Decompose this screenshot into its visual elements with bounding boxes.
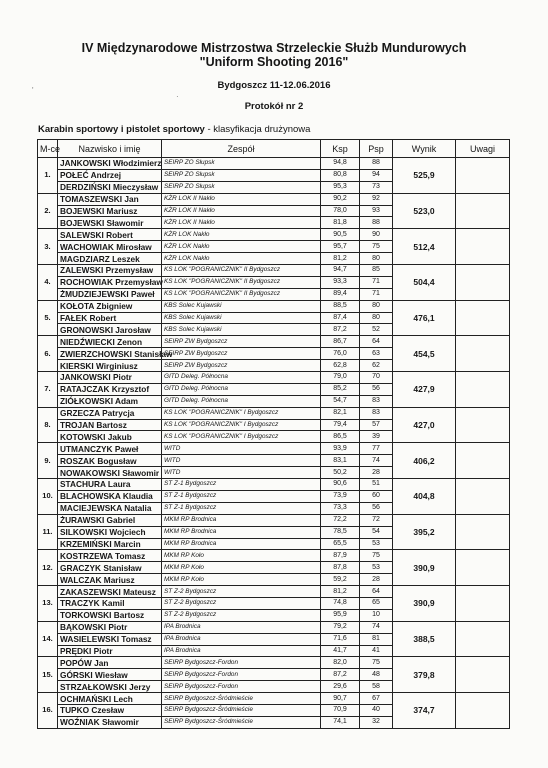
psp-score: 80 — [360, 312, 393, 324]
psp-score: 88 — [360, 158, 393, 170]
ksp-score: 93,3 — [321, 276, 360, 288]
team-name: MKM RP Brodnica — [162, 514, 321, 526]
team-name: KBS Solec Kujawski — [162, 312, 321, 324]
competitor-name: TRACZYK Kamil — [58, 597, 162, 609]
team-place: 16. — [38, 693, 58, 729]
event-title: IV Międzynarodowe Mistrzostwa Strzeleckie Służb Mundurowych — [81, 41, 467, 55]
competitor-name: WACHOWIAK Mirosław — [58, 241, 162, 253]
team-name: KŻR LOK II Nakło — [162, 205, 321, 217]
competitor-name: WASIELEWSKI Tomasz — [58, 633, 162, 645]
team-name: ST Z-2 Bydgoszcz — [162, 586, 321, 598]
results-table — [37, 139, 510, 729]
psp-score: 28 — [360, 467, 393, 479]
psp-score: 32 — [360, 716, 393, 728]
team-name: KBS Solec Kujawski — [162, 324, 321, 336]
table-row — [38, 479, 510, 491]
table-row — [38, 693, 510, 705]
remarks-cell — [456, 193, 510, 229]
team-name: SEIRP Bydgoszcz-Fordon — [162, 669, 321, 681]
ksp-score: 76,0 — [321, 348, 360, 360]
team-name: MKM RP Brodnica — [162, 526, 321, 538]
ksp-score: 81,2 — [321, 253, 360, 265]
psp-score: 41 — [360, 645, 393, 657]
team-result: 388,5 — [393, 621, 456, 657]
team-result: 390,9 — [393, 586, 456, 622]
team-result: 476,1 — [393, 300, 456, 336]
team-name: SEIRP ZO Słupsk — [162, 158, 321, 170]
psp-score: 80 — [360, 300, 393, 312]
ksp-score: 81,8 — [321, 217, 360, 229]
competitor-name: GRZECZA Patrycja — [58, 407, 162, 419]
psp-score: 81 — [360, 633, 393, 645]
category-rest: - klasyfikacja drużynowa — [204, 124, 311, 135]
table-row — [38, 407, 510, 419]
ksp-score: 79,2 — [321, 621, 360, 633]
competitor-name: TUPKO Czesław — [58, 704, 162, 716]
header-row — [38, 140, 510, 158]
ksp-score: 79,0 — [321, 372, 360, 384]
ksp-score: 87,4 — [321, 312, 360, 324]
col-wynik-header: Wynik — [393, 140, 456, 158]
ksp-score: 87,9 — [321, 550, 360, 562]
remarks-cell — [456, 372, 510, 408]
col-psp-header: Psp — [360, 140, 393, 158]
competitor-name: STACHURA Laura — [58, 479, 162, 491]
competitor-name: MAGDZIARZ Leszek — [58, 253, 162, 265]
protocol-number: Protokół nr 2 — [244, 101, 304, 112]
competitor-name: NIEDŹWIECKI Zenon — [58, 336, 162, 348]
psp-score: 88 — [360, 217, 393, 229]
col-place-header: M-ce — [38, 140, 58, 158]
psp-score: 10 — [360, 609, 393, 621]
psp-score: 94 — [360, 169, 393, 181]
psp-score: 58 — [360, 681, 393, 693]
ksp-score: 90,7 — [321, 693, 360, 705]
team-name: KŻR LOK Nakło — [162, 253, 321, 265]
team-result: 374,7 — [393, 693, 456, 729]
team-name: SEIRP Bydgoszcz-Fordon — [162, 657, 321, 669]
team-place: 11. — [38, 514, 58, 550]
team-name: SEIRP Bydgoszcz-Śródmieście — [162, 716, 321, 728]
team-result: 512,4 — [393, 229, 456, 265]
competitor-name: PRĘDKI Piotr — [58, 645, 162, 657]
ksp-score: 87,2 — [321, 669, 360, 681]
remarks-cell — [456, 550, 510, 586]
psp-score: 60 — [360, 490, 393, 502]
ksp-score: 86,7 — [321, 336, 360, 348]
team-name: KS LOK "POGRANICZNIK" II Bydgoszcz — [162, 288, 321, 300]
team-name: SEIRP Bydgoszcz-Śródmieście — [162, 693, 321, 705]
team-result: 454,5 — [393, 336, 456, 372]
ksp-score: 79,4 — [321, 419, 360, 431]
ksp-score: 78,0 — [321, 205, 360, 217]
team-name: KS LOK "POGRANICZNIK" I Bydgoszcz — [162, 431, 321, 443]
psp-score: 77 — [360, 443, 393, 455]
psp-score: 93 — [360, 205, 393, 217]
team-name: WITD — [162, 443, 321, 455]
ksp-score: 65,5 — [321, 538, 360, 550]
ksp-score: 59,2 — [321, 574, 360, 586]
team-name: SEIRP ZO Słupsk — [162, 169, 321, 181]
ksp-score: 70,9 — [321, 704, 360, 716]
competitor-name: ZALEWSKI Przemysław — [58, 265, 162, 277]
remarks-cell — [456, 300, 510, 336]
ksp-score: 86,5 — [321, 431, 360, 443]
col-uwagi-header: Uwagi — [456, 140, 510, 158]
ksp-score: 41,7 — [321, 645, 360, 657]
remarks-cell — [456, 514, 510, 550]
ksp-score: 74,1 — [321, 716, 360, 728]
competitor-name: KIERSKI Wirginiusz — [58, 360, 162, 372]
team-result: 427,9 — [393, 372, 456, 408]
scan-speck: · — [176, 92, 179, 101]
team-place: 15. — [38, 657, 58, 693]
competitor-name: NOWAKOWSKI Sławomir — [58, 467, 162, 479]
psp-score: 83 — [360, 407, 393, 419]
table-row — [38, 514, 510, 526]
remarks-cell — [456, 479, 510, 515]
psp-score: 74 — [360, 455, 393, 467]
team-place: 2. — [38, 193, 58, 229]
psp-score: 52 — [360, 324, 393, 336]
team-place: 5. — [38, 300, 58, 336]
competitor-name: SALEWSKI Robert — [58, 229, 162, 241]
competitor-name: ROSZAK Bogusław — [58, 455, 162, 467]
competitor-name: GRONOWSKI Jarosław — [58, 324, 162, 336]
team-name: KŻR LOK Nakło — [162, 241, 321, 253]
scan-speck: ' — [32, 86, 34, 95]
table-row — [38, 443, 510, 455]
team-place: 6. — [38, 336, 58, 372]
team-result: 379,8 — [393, 657, 456, 693]
competitor-name: ŻURAWSKI Gabriel — [58, 514, 162, 526]
psp-score: 67 — [360, 693, 393, 705]
psp-score: 48 — [360, 669, 393, 681]
table-row — [38, 586, 510, 598]
col-name-header: Nazwisko i imię — [58, 140, 162, 158]
team-name: WITD — [162, 455, 321, 467]
team-name: SEIRP ZO Słupsk — [162, 181, 321, 193]
psp-score: 90 — [360, 229, 393, 241]
event-subtitle: "Uniform Shooting 2016" — [199, 55, 349, 69]
ksp-score: 90,6 — [321, 479, 360, 491]
table-row — [38, 265, 510, 277]
team-place: 1. — [38, 158, 58, 194]
ksp-score: 93,9 — [321, 443, 360, 455]
ksp-score: 95,3 — [321, 181, 360, 193]
competitor-name: SILKOWSKI Wojciech — [58, 526, 162, 538]
psp-score: 80 — [360, 253, 393, 265]
remarks-cell — [456, 229, 510, 265]
team-name: KS LOK "POGRANICZNIK" II Bydgoszcz — [162, 276, 321, 288]
competitor-name: MACIEJEWSKA Natalia — [58, 502, 162, 514]
team-place: 9. — [38, 443, 58, 479]
team-name: GITD Deleg. Północna — [162, 372, 321, 384]
team-place: 3. — [38, 229, 58, 265]
competitor-name: GRACZYK Stanisław — [58, 562, 162, 574]
remarks-cell — [456, 443, 510, 479]
competitor-name: ZAKASZEWSKI Mateusz — [58, 586, 162, 598]
table-row — [38, 158, 510, 170]
psp-score: 85 — [360, 265, 393, 277]
ksp-score: 73,9 — [321, 490, 360, 502]
team-name: MKM RP Koło — [162, 562, 321, 574]
ksp-score: 89,4 — [321, 288, 360, 300]
competitor-name: FAŁEK Robert — [58, 312, 162, 324]
psp-score: 70 — [360, 372, 393, 384]
competitor-name: STRZAŁKOWSKI Jerzy — [58, 681, 162, 693]
competitor-name: OCHMAŃSKI Lech — [58, 693, 162, 705]
team-result: 395,2 — [393, 514, 456, 550]
team-name: ST Z-2 Bydgoszcz — [162, 597, 321, 609]
place-date: Bydgoszcz 11-12.06.2016 — [217, 80, 331, 91]
team-name: SEIRP ZW Bydgoszcz — [162, 348, 321, 360]
ksp-score: 81,2 — [321, 586, 360, 598]
team-name: KŻR LOK II Nakło — [162, 193, 321, 205]
competitor-name: BĄKOWSKI Piotr — [58, 621, 162, 633]
team-name: GITD Deleg. Północna — [162, 395, 321, 407]
competitor-name: WOŹNIAK Sławomir — [58, 716, 162, 728]
team-name: ST Z-2 Bydgoszcz — [162, 609, 321, 621]
psp-score: 53 — [360, 562, 393, 574]
ksp-score: 83,1 — [321, 455, 360, 467]
competitor-name: TORKOWSKI Bartosz — [58, 609, 162, 621]
ksp-score: 54,7 — [321, 395, 360, 407]
competitor-name: KOSTRZEWA Tomasz — [58, 550, 162, 562]
competitor-name: ROCHOWIAK Przemysław — [58, 276, 162, 288]
team-name: ST Z-1 Bydgoszcz — [162, 502, 321, 514]
competitor-name: JANKOWSKI Piotr — [58, 372, 162, 384]
table-row — [38, 372, 510, 384]
competitor-name: ŻMUDZIEJEWSKI Paweł — [58, 288, 162, 300]
team-place: 13. — [38, 586, 58, 622]
competitor-name: DERDZIŃSKI Mieczysław — [58, 181, 162, 193]
team-place: 7. — [38, 372, 58, 408]
competitor-name: JANKOWSKI Włodzimierz — [58, 158, 162, 170]
team-place: 8. — [38, 407, 58, 443]
competitor-name: BLACHOWSKA Klaudia — [58, 490, 162, 502]
team-name: KŻR LOK II Nakło — [162, 217, 321, 229]
team-name: ST Z-1 Bydgoszcz — [162, 479, 321, 491]
ksp-score: 82,1 — [321, 407, 360, 419]
results-body — [38, 158, 510, 729]
table-row — [38, 550, 510, 562]
ksp-score: 90,5 — [321, 229, 360, 241]
psp-score: 63 — [360, 348, 393, 360]
psp-score: 54 — [360, 526, 393, 538]
team-name: IPA Brodnica — [162, 621, 321, 633]
table-row — [38, 336, 510, 348]
psp-score: 83 — [360, 395, 393, 407]
psp-score: 75 — [360, 241, 393, 253]
remarks-cell — [456, 621, 510, 657]
team-name: MKM RP Koło — [162, 550, 321, 562]
ksp-score: 74,8 — [321, 597, 360, 609]
psp-score: 39 — [360, 431, 393, 443]
ksp-score: 85,2 — [321, 383, 360, 395]
category-bold: Karabin sportowy i pistolet sportowy — [38, 124, 205, 135]
psp-score: 71 — [360, 276, 393, 288]
ksp-score: 88,5 — [321, 300, 360, 312]
team-name: MKM RP Brodnica — [162, 538, 321, 550]
competitor-name: ZWIERZCHOWSKI Stanisław — [58, 348, 162, 360]
remarks-cell — [456, 265, 510, 301]
team-name: KŻR LOK Nakło — [162, 229, 321, 241]
psp-score: 71 — [360, 288, 393, 300]
competitor-name: BOJEWSKI Sławomir — [58, 217, 162, 229]
team-name: KS LOK "POGRANICZNIK" II Bydgoszcz — [162, 265, 321, 277]
team-result: 504,4 — [393, 265, 456, 301]
competitor-name: KRZEMIŃSKI Marcin — [58, 538, 162, 550]
psp-score: 57 — [360, 419, 393, 431]
psp-score: 74 — [360, 621, 393, 633]
team-name: IPA Brodnica — [162, 645, 321, 657]
remarks-cell — [456, 586, 510, 622]
table-row — [38, 229, 510, 241]
team-result: 525,9 — [393, 158, 456, 194]
team-result: 523,0 — [393, 193, 456, 229]
psp-score: 56 — [360, 383, 393, 395]
team-name: KS LOK "POGRANICZNIK" I Bydgoszcz — [162, 419, 321, 431]
team-name: MKM RP Koło — [162, 574, 321, 586]
ksp-score: 78,5 — [321, 526, 360, 538]
table-row — [38, 657, 510, 669]
psp-score: 51 — [360, 479, 393, 491]
competitor-name: TOMASZEWSKI Jan — [58, 193, 162, 205]
ksp-score: 94,7 — [321, 265, 360, 277]
team-result: 427,0 — [393, 407, 456, 443]
ksp-score: 73,3 — [321, 502, 360, 514]
psp-score: 56 — [360, 502, 393, 514]
remarks-cell — [456, 693, 510, 729]
ksp-score: 71,6 — [321, 633, 360, 645]
ksp-score: 95,7 — [321, 241, 360, 253]
ksp-score: 72,2 — [321, 514, 360, 526]
psp-score: 62 — [360, 360, 393, 372]
competitor-name: RATAJCZAK Krzysztof — [58, 383, 162, 395]
category-caption — [38, 124, 310, 135]
team-name: SEIRP ZW Bydgoszcz — [162, 360, 321, 372]
psp-score: 64 — [360, 586, 393, 598]
psp-score: 64 — [360, 336, 393, 348]
team-name: KS LOK "POGRANICZNIK" I Bydgoszcz — [162, 407, 321, 419]
team-place: 4. — [38, 265, 58, 301]
competitor-name: ZIÓŁKOWSKI Adam — [58, 395, 162, 407]
competitor-name: KOŁOTA Zbigniew — [58, 300, 162, 312]
competitor-name: POPÓW Jan — [58, 657, 162, 669]
team-name: SEIRP ZW Bydgoszcz — [162, 336, 321, 348]
competitor-name: TROJAN Bartosz — [58, 419, 162, 431]
psp-score: 75 — [360, 657, 393, 669]
team-result: 404,8 — [393, 479, 456, 515]
ksp-score: 94,8 — [321, 158, 360, 170]
psp-score: 72 — [360, 514, 393, 526]
team-place: 14. — [38, 621, 58, 657]
team-name: ST Z-1 Bydgoszcz — [162, 490, 321, 502]
ksp-score: 87,8 — [321, 562, 360, 574]
competitor-name: POŁEĆ Andrzej — [58, 169, 162, 181]
ksp-score: 29,6 — [321, 681, 360, 693]
competitor-name: KOTOWSKI Jakub — [58, 431, 162, 443]
psp-score: 75 — [360, 550, 393, 562]
ksp-score: 82,0 — [321, 657, 360, 669]
team-result: 406,2 — [393, 443, 456, 479]
ksp-score: 87,2 — [321, 324, 360, 336]
psp-score: 92 — [360, 193, 393, 205]
team-place: 10. — [38, 479, 58, 515]
psp-score: 73 — [360, 181, 393, 193]
ksp-score: 62,8 — [321, 360, 360, 372]
table-row — [38, 621, 510, 633]
remarks-cell — [456, 158, 510, 194]
competitor-name: WALCZAK Mariusz — [58, 574, 162, 586]
ksp-score: 90,2 — [321, 193, 360, 205]
team-name: SEIRP Bydgoszcz-Śródmieście — [162, 704, 321, 716]
remarks-cell — [456, 657, 510, 693]
col-team-header: Zespół — [162, 140, 321, 158]
col-ksp-header: Ksp — [321, 140, 360, 158]
team-name: GITD Deleg. Północna — [162, 383, 321, 395]
competitor-name: UTMANCZYK Paweł — [58, 443, 162, 455]
table-row — [38, 193, 510, 205]
team-name: WITD — [162, 467, 321, 479]
psp-score: 28 — [360, 574, 393, 586]
remarks-cell — [456, 336, 510, 372]
team-result: 390,9 — [393, 550, 456, 586]
team-name: SEIRP Bydgoszcz-Fordon — [162, 681, 321, 693]
ksp-score: 50,2 — [321, 467, 360, 479]
team-place: 12. — [38, 550, 58, 586]
remarks-cell — [456, 407, 510, 443]
psp-score: 40 — [360, 704, 393, 716]
competitor-name: GÓRSKI Wiesław — [58, 669, 162, 681]
team-name: KBS Solec Kujawski — [162, 300, 321, 312]
psp-score: 65 — [360, 597, 393, 609]
table-row — [38, 300, 510, 312]
ksp-score: 80,8 — [321, 169, 360, 181]
ksp-score: 95,9 — [321, 609, 360, 621]
team-name: IPA Brodnica — [162, 633, 321, 645]
competitor-name: BOJEWSKI Mariusz — [58, 205, 162, 217]
psp-score: 53 — [360, 538, 393, 550]
